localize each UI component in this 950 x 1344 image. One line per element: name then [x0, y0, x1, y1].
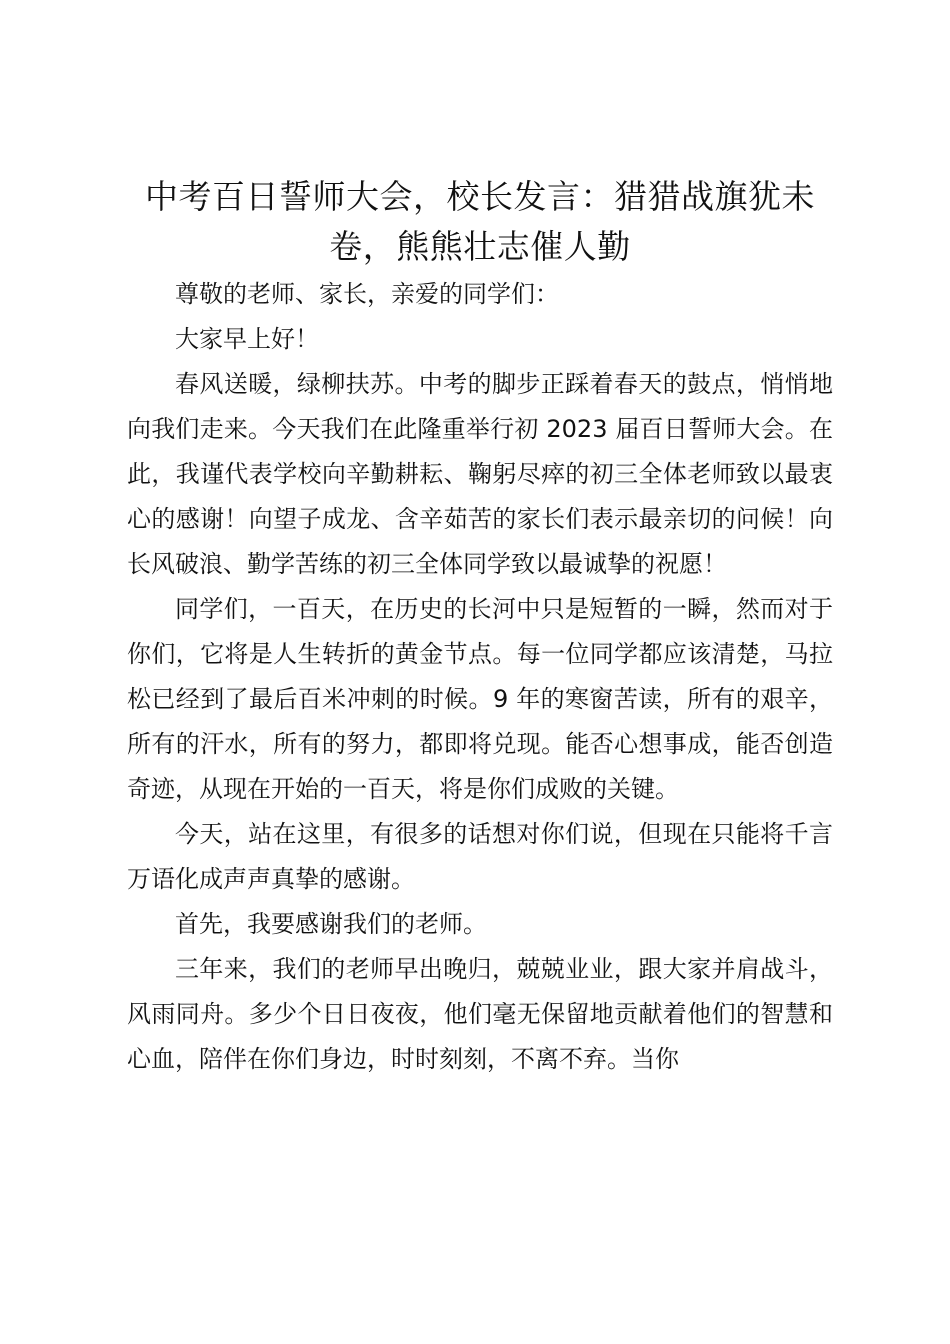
- paragraph-teachers-effort: 三年来，我们的老师早出晚归，兢兢业业，跟大家并肩战斗，风雨同舟。多少个日日夜夜，他们毫无保留地贡献着他们的智慧和心血，陪伴在你们身边，时时刻刻，不离不弃。当你: [127, 955, 833, 1073]
- paragraph-salutation: 尊敬的老师、家长，亲爱的同学们：: [175, 280, 559, 308]
- paragraph-thanks: 今天，站在这里，有很多的话想对你们说，但现在只能将千言万语化成声声真挚的感谢。: [127, 820, 833, 893]
- paragraph-thank-teachers: 首先，我要感谢我们的老师。: [175, 910, 487, 938]
- paragraph-opening: 春风送暖，绿柳扶苏。中考的脚步正踩着春天的鼓点，悄悄地向我们走来。今天我们在此隆重举行初 2023 届百日誓师大会。在此，我谨代表学校向辛勤耕耘、鞠躬尽瘁的初三全体老师致以最衷心的感谢！向望子成龙、含辛茹苦的家长们表示最亲切的问候！向长风破浪、勤学苦练的初三全体同学致以最诚挚的祝愿！: [127, 370, 833, 578]
- paragraph-hundred-days: 同学们，一百天，在历史的长河中只是短暂的一瞬，然而对于你们，它将是人生转折的黄金节点。每一位同学都应该清楚，马拉松已经到了最后百米冲刺的时候。9 年的寒窗苦读，所有的艰辛，所有的汗水，所有的努力，都即将兑现。能否心想事成，能否创造奇迹，从现在开始的一百天，将是你们成败的关键。: [127, 595, 833, 803]
- paragraph-greeting: 大家早上好！: [175, 325, 319, 353]
- document-body: [127, 172, 833, 1082]
- document-title: 中考百日誓师大会，校长发言：猎猎战旗犹未卷，熊熊壮志催人勤: [145, 177, 815, 266]
